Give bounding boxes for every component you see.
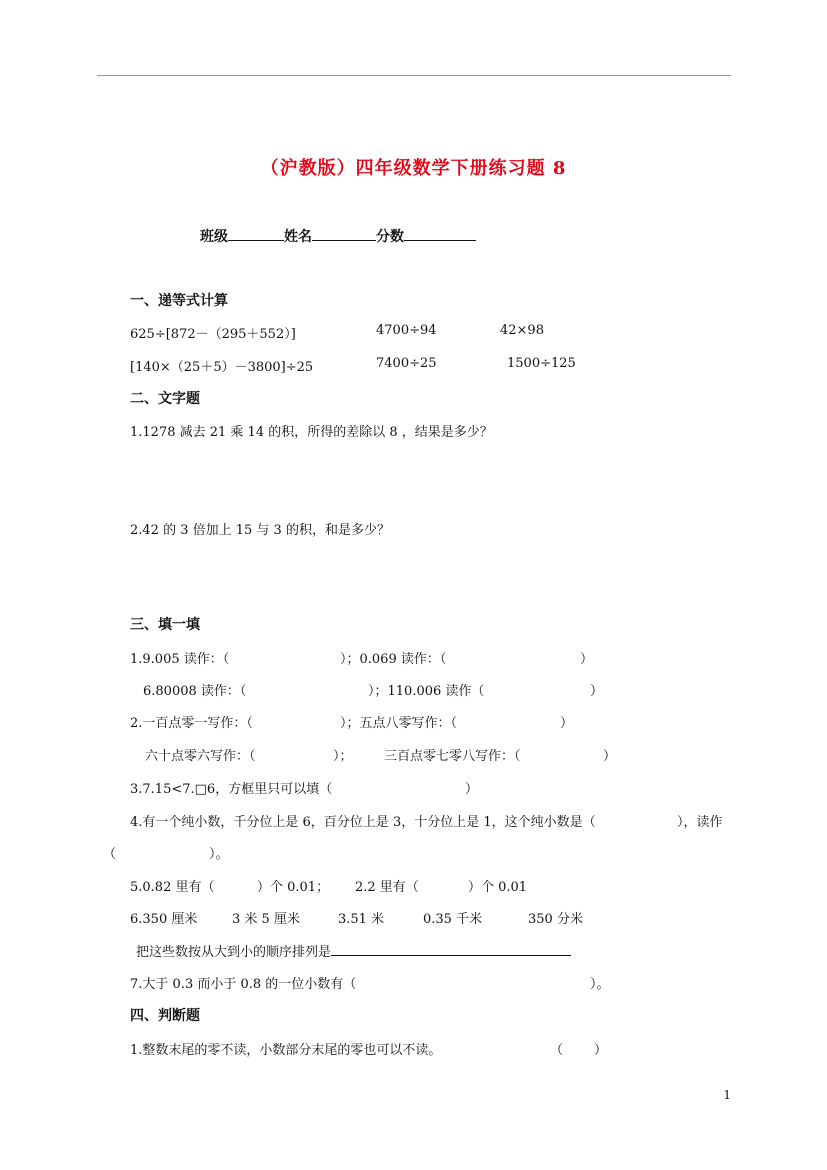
judge-item: 1.整数末尾的零不读，小数部分末尾的零也可以不读。 xyxy=(130,1043,442,1058)
fill-item: 六十点零六写作：（ xyxy=(145,749,256,764)
section-heading-fill: 三、填一填 xyxy=(130,617,200,633)
header-rule xyxy=(97,75,731,76)
order-prompt-text: 把这些数按从大到小的顺序排列是 xyxy=(136,945,332,960)
fill-item: ）个 0.01 xyxy=(468,880,528,895)
score-blank xyxy=(404,226,476,241)
fill-item: ）； xyxy=(333,749,353,764)
fill-item: ） xyxy=(590,684,604,699)
fill-item: ） xyxy=(465,782,479,797)
judge-item: （ xyxy=(550,1043,564,1058)
fill-item: 1.9.005 读作：（ xyxy=(130,652,230,667)
fill-item: ）；五点八零写作：（ xyxy=(340,716,458,731)
fill-item: ）；0.069 读作：（ xyxy=(340,652,447,667)
fill-item: ），读作 xyxy=(677,815,723,830)
score-label: 分数 xyxy=(376,229,404,245)
calc-item: 1500÷125 xyxy=(507,356,576,371)
fill-item: （ xyxy=(103,847,117,862)
measure-item: 6.350 厘米 xyxy=(130,912,198,927)
student-info-line xyxy=(200,226,476,246)
fill-item: 2.一百点零一写作：（ xyxy=(130,716,253,731)
word-problem: 2.42 的 3 倍加上 15 与 3 的积，和是多少？ xyxy=(130,523,390,538)
measure-item: 3 米 5 厘米 xyxy=(232,912,300,927)
measure-item: 0.35 千米 xyxy=(423,912,483,927)
fill-item: ） xyxy=(560,716,574,731)
section-heading-calc: 一、递等式计算 xyxy=(130,293,228,309)
name-blank xyxy=(312,226,376,241)
calc-item: 42×98 xyxy=(500,323,544,338)
calc-item: 625÷[872－（295＋552）] xyxy=(130,327,296,342)
word-problem: 1.1278 减去 21 乘 14 的积，所得的差除以 8 ，结果是多少？ xyxy=(130,425,493,440)
measure-item: 3.51 米 xyxy=(338,912,385,927)
fill-item: ）。 xyxy=(590,977,610,992)
order-answer-blank xyxy=(331,941,571,956)
section-heading-judge: 四、判断题 xyxy=(130,1008,200,1024)
class-blank xyxy=(228,226,284,241)
fill-item: ） xyxy=(580,652,594,667)
fill-item: 6.80008 读作：（ xyxy=(143,684,247,699)
fill-item: 三百点零七零八写作：（ xyxy=(384,749,521,764)
section-heading-word: 二、文字题 xyxy=(130,391,200,407)
calc-item: [140×（25＋5）－3800]÷25 xyxy=(130,360,314,375)
fill-item: ）。 xyxy=(209,847,229,862)
calc-item: 4700÷94 xyxy=(376,323,437,338)
fill-item: 3.7.15<7.□6，方框里只可以填（ xyxy=(130,782,333,797)
fill-item: 5.0.82 里有（ xyxy=(130,880,215,895)
fill-item: ） xyxy=(603,749,617,764)
page-title: （沪教版）四年级数学下册练习题 8 xyxy=(260,158,567,179)
measure-item: 350 分米 xyxy=(528,912,583,927)
class-label: 班级 xyxy=(200,229,228,245)
fill-item: 4.有一个纯小数，千分位上是 6，百分位上是 3，十分位上是 1，这个纯小数是（ xyxy=(130,815,596,830)
fill-item: ）个 0.01； xyxy=(257,880,330,895)
page-number: 1 xyxy=(723,1088,731,1102)
judge-item: ） xyxy=(594,1043,608,1058)
fill-item: 7.大于 0.3 而小于 0.8 的一位小数有（ xyxy=(130,977,357,992)
name-label: 姓名 xyxy=(284,229,312,245)
calc-item: 7400÷25 xyxy=(376,356,437,371)
fill-item: 2.2 里有（ xyxy=(355,880,419,895)
order-prompt xyxy=(136,941,571,960)
fill-item: ）；110.006 读作（ xyxy=(368,684,485,699)
